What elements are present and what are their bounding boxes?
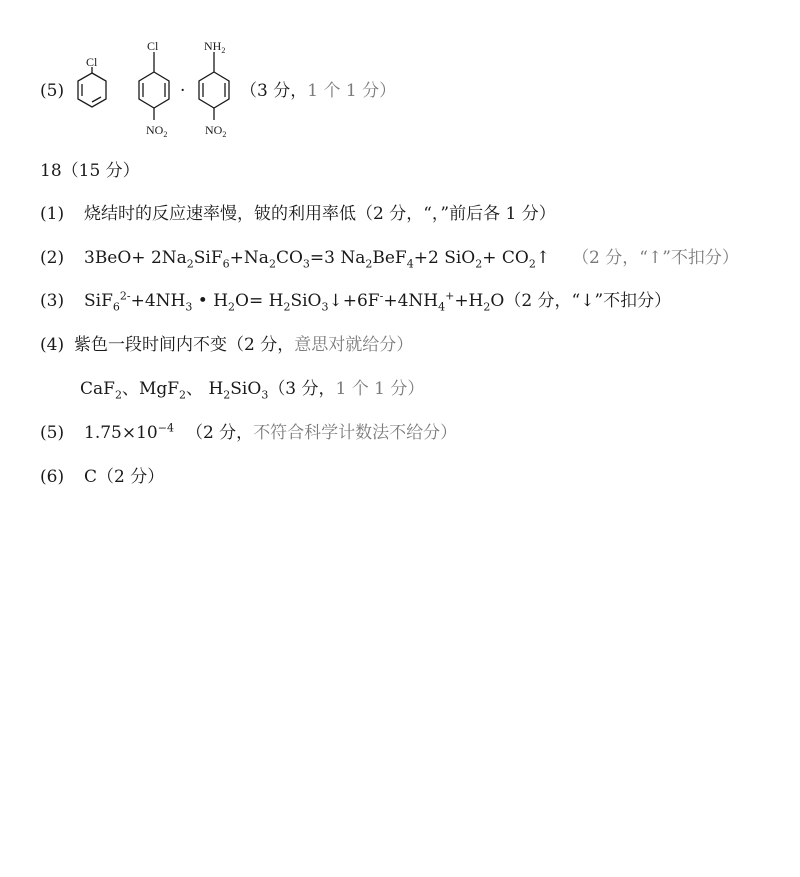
- chlorobenzene-structure: [72, 55, 112, 127]
- subscript: 2: [221, 46, 226, 55]
- svg-text:NO2: [205, 123, 226, 139]
- question-title: 18（15 分）: [40, 161, 140, 181]
- nh-label: NH: [204, 39, 222, 53]
- answer-value: $1.75\times 10^{-4}$: [84, 421, 174, 443]
- answer-2: [40, 247, 739, 269]
- cl-label: Cl: [147, 39, 159, 53]
- answer-number: (3): [40, 291, 65, 311]
- answer-text: C（2 分）: [84, 467, 165, 487]
- answer-text: 烧结时的反应速率慢，铍的利用率低（2 分，“，”前后各 1 分）: [84, 204, 556, 224]
- no-label: NO: [146, 123, 164, 137]
- answer-number: (6): [40, 467, 65, 487]
- no-label: NO: [205, 123, 223, 137]
- answer-4-line-2: CaF$_2$、MgF$_2$、 $H_2SiO_3(3$ 分，1 个 1 分）: [80, 379, 425, 402]
- nitrochlorobenzene-structure: [132, 38, 176, 142]
- answer-number: (4): [40, 335, 65, 355]
- score-note-detail: 1 个 1 分）: [335, 379, 425, 399]
- equation: $3BeO+ 2Na_2SiF_6+Na_2CO_3=3$ $Na_2BeF_4+2$ $SiO_2+ CO_2↑$: [84, 248, 551, 271]
- equation: $SiF_6^{2-}+4NH_3$ • $H_2O=$ $H_2SiO_3↓+6F^-+4NH_4^++H_2O$: [84, 289, 505, 314]
- score-note: （3 分，1 个 1 分）: [240, 81, 397, 101]
- separator-dot: ·: [180, 81, 186, 101]
- score-note-detail: 意思对就给分）: [294, 335, 414, 355]
- svg-text:NH2: [204, 39, 225, 55]
- answer-6: [40, 466, 164, 488]
- score-note: （2 分，: [227, 335, 295, 355]
- answer-3: [40, 290, 671, 312]
- score-note-detail: 不符合科学计数法不给分）: [253, 423, 458, 443]
- score-note: （2 分，: [185, 423, 254, 443]
- answer-text: 紫色一段时间内不变: [74, 335, 227, 355]
- score-note: （3 分，: [268, 379, 336, 399]
- svg-text:NO2: [146, 123, 167, 139]
- item-number: (5): [40, 81, 65, 101]
- cl-label: Cl: [86, 55, 98, 69]
- answer-number: (1): [40, 204, 65, 224]
- answer-5: [40, 422, 457, 444]
- answer-4: [40, 334, 413, 356]
- score-note: （2 分，“↓”不扣分）: [504, 291, 672, 311]
- nitroaniline-structure: [190, 38, 238, 142]
- subscript: 2: [222, 130, 227, 139]
- answer-number: (2): [40, 248, 65, 268]
- score-note: （2 分，“↑”不扣分）: [572, 248, 739, 268]
- answer-number: (5): [40, 423, 65, 443]
- answer-1: [40, 203, 556, 225]
- subscript: 2: [163, 130, 168, 139]
